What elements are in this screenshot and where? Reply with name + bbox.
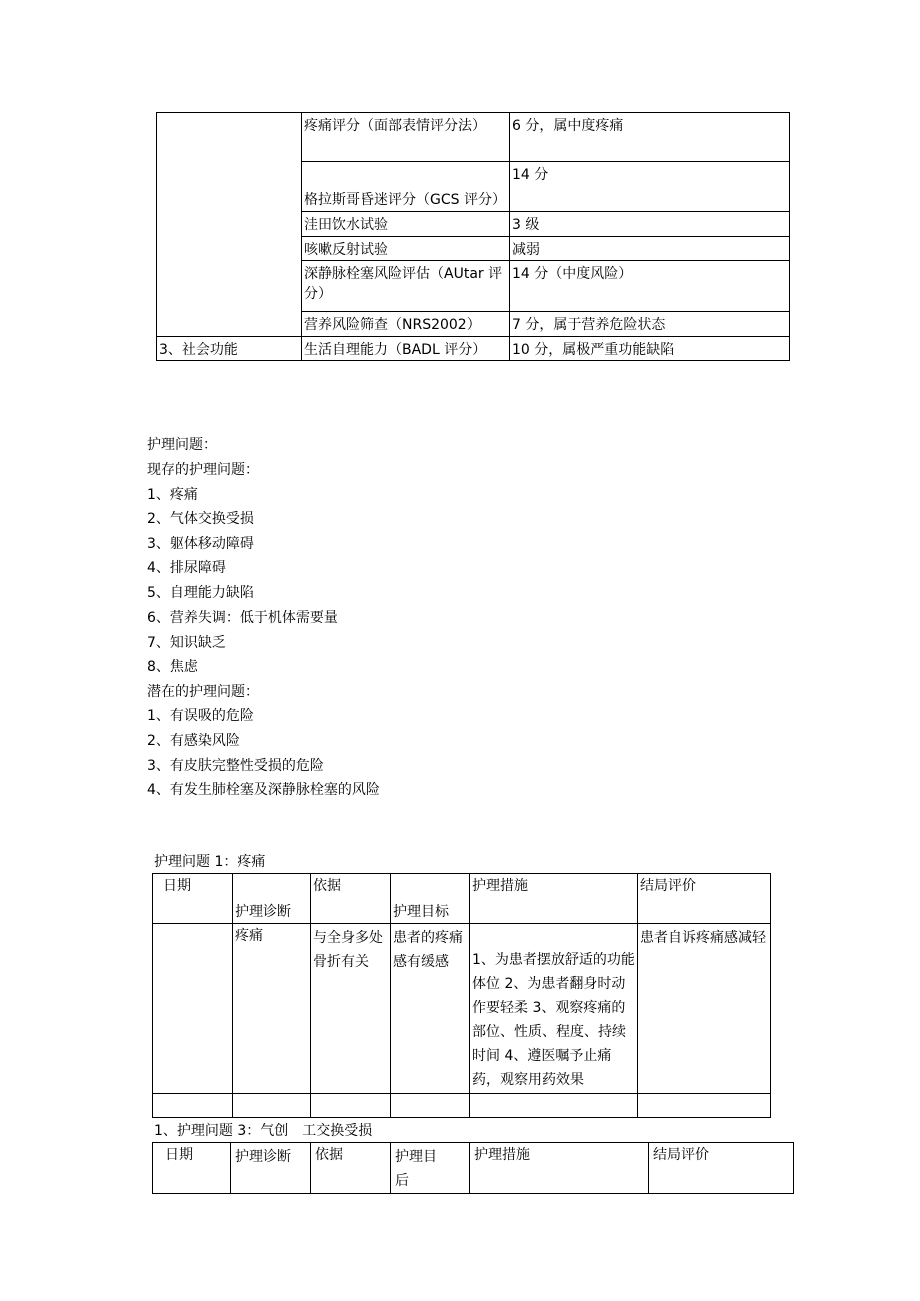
item-cell: 格拉斯哥昏迷评分（GCS 评分）: [302, 162, 510, 212]
item-cell: 疼痛评分（面部表情评分法）: [302, 113, 510, 162]
result-cell: 14 分（中度风险）: [510, 261, 790, 312]
header-evaluation: 结局评价: [638, 874, 771, 924]
list-item: 3、躯体移动障碍: [147, 536, 254, 552]
list-item: 4、排尿障碍: [147, 560, 226, 576]
care-plan-table: [152, 873, 771, 1118]
header-basis: 依据: [311, 874, 391, 924]
header-diagnosis: 护理诊断: [233, 874, 311, 924]
header-basis: 依据: [311, 1143, 391, 1194]
item-cell: 营养风险筛查（NRS2002）: [302, 312, 510, 337]
date-cell: [153, 924, 233, 1094]
header-diagnosis: [231, 1143, 311, 1194]
item-cell: 咳嗽反射试验: [302, 237, 510, 261]
list-item: 8、焦虑: [147, 659, 198, 675]
category-cell: 3、社会功能: [157, 337, 302, 361]
header-measures: 护理措施: [470, 874, 638, 924]
item-cell: 深静脉栓塞风险评估（AUtar 评分）: [302, 261, 510, 312]
result-cell: 减弱: [510, 237, 790, 261]
item-cell: 洼田饮水试验: [302, 212, 510, 237]
table-row: [153, 924, 771, 1094]
header-goal: [391, 1143, 470, 1194]
list-item: 1、疼痛: [147, 487, 198, 503]
list-item: 2、有感染风险: [147, 733, 240, 749]
category-cell: [157, 113, 302, 337]
problem1-title: 护理问题 1：疼痛: [154, 854, 266, 870]
list-item: 4、有发生肺栓塞及深静脉栓塞的风险: [147, 782, 380, 798]
list-item: 6、营养失调：低于机体需要量: [147, 610, 338, 626]
problem3-title: 1、护理问题 3：气创 工交换受损: [154, 1123, 373, 1139]
header-diagnosis-text: 护理诊断: [235, 1149, 291, 1165]
result-cell: 6 分，属中度疼痛: [510, 113, 790, 162]
table-header-row: [153, 874, 771, 924]
measures-cell: 1、为患者摆放舒适的功能体位 2、为患者翻身时动作要轻柔 3、观察疼痛的部位、性质、程度、持续时间 4、遵医嘱予止痛药，观察用药效果: [470, 924, 638, 1094]
list-item: 1、有误吸的危险: [147, 708, 254, 724]
existing-problems-heading: 现存的护理问题：: [147, 462, 259, 478]
header-goal-text: 护理目后: [395, 1149, 437, 1189]
table-row: [153, 1094, 771, 1118]
list-item: 3、有皮肤完整性受损的危险: [147, 758, 324, 774]
list-item: 2、气体交换受损: [147, 511, 254, 527]
evaluation-cell: 患者自诉疼痛感减轻: [638, 924, 771, 1094]
header-measures: 护理措施: [470, 1143, 649, 1194]
table-header-row: [153, 1143, 794, 1194]
nursing-problems-heading: 护理问题：: [147, 437, 217, 453]
table-row: [157, 337, 790, 361]
potential-problems-heading: 潜在的护理问题：: [147, 684, 259, 700]
item-cell: 生活自理能力（BADL 评分）: [302, 337, 510, 361]
list-item: 5、自理能力缺陷: [147, 585, 254, 601]
result-cell: 3 级: [510, 212, 790, 237]
header-date: 日期: [153, 874, 233, 924]
header-evaluation: 结局评价: [649, 1143, 794, 1194]
result-cell: 14 分: [510, 162, 790, 212]
goal-cell: 患者的疼痛感有缓感: [391, 924, 470, 1094]
header-goal: 护理目标: [391, 874, 470, 924]
result-cell: 10 分，属极严重功能缺陷: [510, 337, 790, 361]
result-cell: 7 分，属于营养危险状态: [510, 312, 790, 337]
assessment-table: [156, 112, 790, 361]
table-row: [157, 113, 790, 162]
header-date: 日期: [153, 1143, 231, 1194]
diagnosis-cell: 疼痛: [233, 924, 311, 1094]
care-plan-table-3: [152, 1142, 794, 1194]
basis-cell: 与全身多处骨折有关: [311, 924, 391, 1094]
list-item: 7、知识缺乏: [147, 635, 226, 651]
